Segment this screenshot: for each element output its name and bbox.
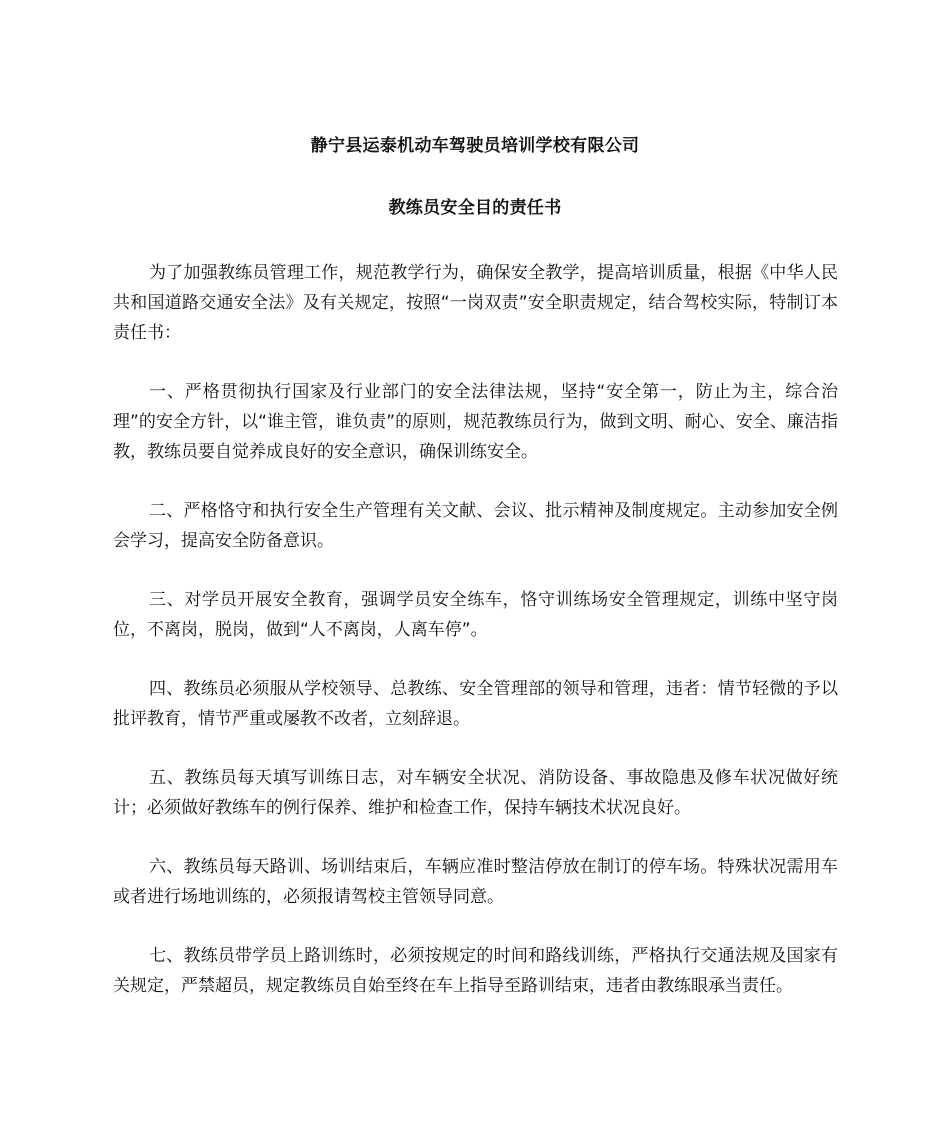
paragraph-clause-4: 四、教练员必须服从学校领导、总教练、安全管理部的领导和管理，违者：情节轻微的予以批评教育，情节严重或屡教不改者，立刻辞退。 [113,679,838,729]
paragraph-clause-1: 一、严格贯彻执行国家及行业部门的安全法律法规，坚持“安全第一，防止为主，综合治理”的安全方针，以“谁主管，谁负责”的原则，规范教练员行为，做到文明、耐心、安全、廉洁指教，教练员要自觉养成良好的安全意识，确保训练安全。 [113,382,838,462]
document-title: 教练员安全目的责任书 [388,198,562,218]
paragraph-clause-3: 三、对学员开展安全教育，强调学员安全练车，恪守训练场安全管理规定，训练中坚守岗位，不离岗，脱岗，做到“人不离岗，人离车停”。 [113,590,838,640]
paragraph-clause-2: 二、严格恪守和执行安全生产管理有关文献、会议、批示精神及制度规定。主动参加安全例会学习，提高安全防备意识。 [113,501,838,551]
paragraph-clause-6: 六、教练员每天路训、场训结束后，车辆应准时整洁停放在制订的停车场。特殊状况需用车或者进行场地训练的，必须报请驾校主管领导同意。 [113,857,838,907]
document-body [113,258,838,1030]
paragraph-clause-5: 五、教练员每天填写训练日志，对车辆安全状况、消防设备、事故隐患及修车状况做好统计；必须做好教练车的例行保养、维护和检查工作，保持车辆技术状况良好。 [113,768,838,818]
company-title: 静宁县运泰机动车驾驶员培训学校有限公司 [310,136,640,156]
paragraph-clause-7: 七、教练员带学员上路训练时，必须按规定的时间和路线训练，严格执行交通法规及国家有关规定，严禁超员，规定教练员自始至终在车上指导至路训结束，违者由教练眼承当责任。 [113,946,838,996]
paragraph-intro: 为了加强教练员管理工作，规范教学行为，确保安全教学，提高培训质量，根据《中华人民共和国道路交通安全法》及有关规定，按照“一岗双责”安全职责规定，结合驾校实际，特制订本责任书： [113,263,838,343]
